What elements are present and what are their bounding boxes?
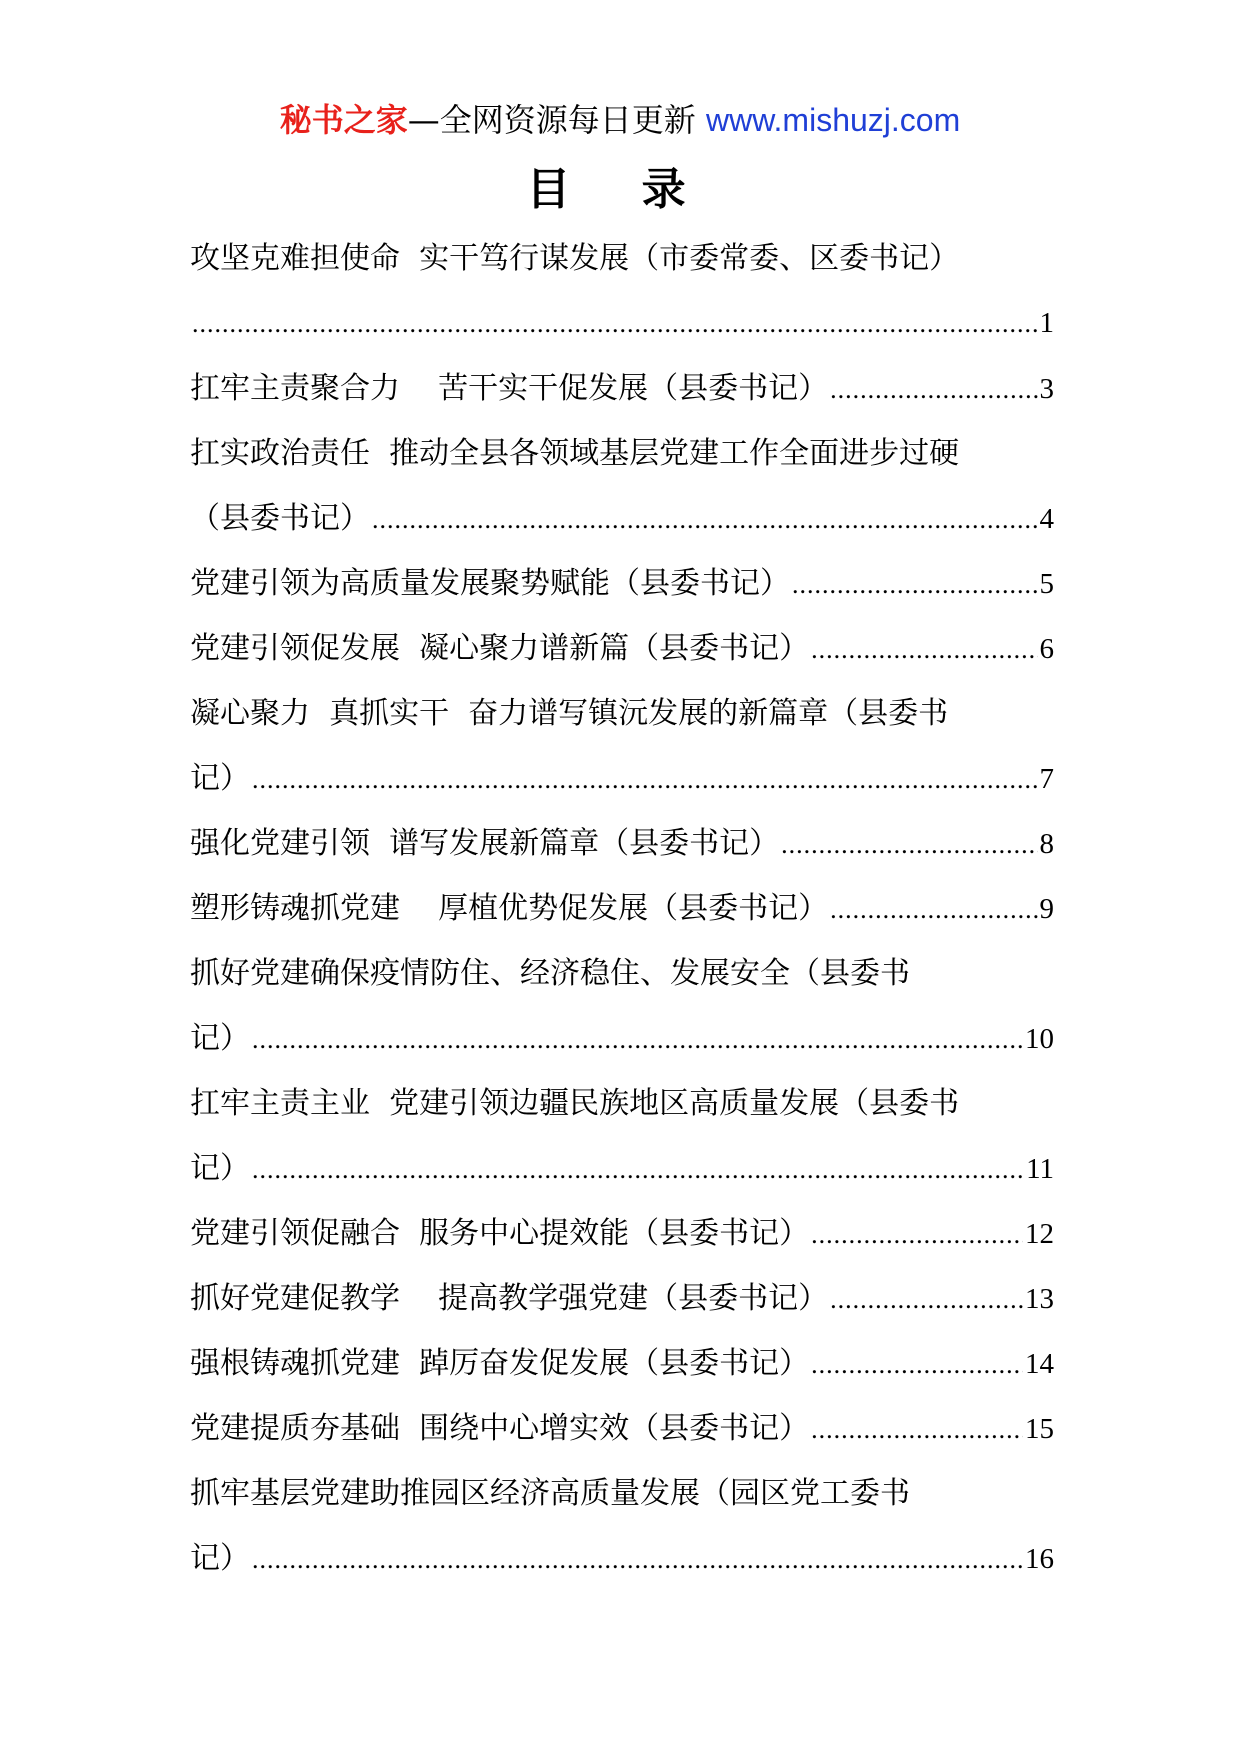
toc-entry-title: 强化党建引领 谱写发展新篇章（县委书记） [190, 826, 780, 861]
toc-line [190, 1136, 1054, 1201]
toc-line [190, 291, 1054, 356]
toc-page-number: 13 [1025, 1283, 1054, 1315]
toc-page-number: 15 [1025, 1413, 1054, 1445]
toc-entry[interactable] [190, 226, 1054, 356]
dot-leader [830, 1267, 1023, 1332]
toc-entry-title: 扛实政治责任 推动全县各领域基层党建工作全面进步过硬 [190, 436, 960, 471]
dot-leader [252, 747, 1038, 812]
slogan: —全网资源每日更新 [407, 101, 696, 139]
toc-line [190, 1526, 1054, 1591]
toc-line [190, 1201, 1054, 1266]
toc-entry[interactable] [190, 551, 1054, 616]
toc-page-number: 11 [1026, 1153, 1054, 1185]
toc-entry-title: 记） [190, 1151, 250, 1186]
toc-entry-title: 抓牢基层党建助推园区经济高质量发展（园区党工委书 [190, 1476, 910, 1511]
dot-leader [252, 1007, 1023, 1072]
toc-entry[interactable] [190, 1331, 1054, 1396]
toc-page-number: 12 [1025, 1218, 1054, 1250]
toc-entry[interactable] [190, 681, 1054, 811]
toc-entry[interactable] [190, 941, 1054, 1071]
toc-entry-title: 强根铸魂抓党建 踔厉奋发促发展（县委书记） [190, 1346, 810, 1381]
dot-leader [372, 487, 1038, 552]
toc-line [190, 1461, 1054, 1526]
site-header [0, 100, 1240, 140]
toc-page-number: 8 [1039, 828, 1054, 860]
dot-leader [811, 617, 1037, 682]
toc-line [190, 811, 1054, 876]
toc-entry-title: 党建提质夯基础 围绕中心增实效（县委书记） [190, 1411, 810, 1446]
toc-line [190, 551, 1054, 616]
toc-page-number: 7 [1039, 763, 1054, 795]
toc-entry-title: 记） [190, 761, 250, 796]
dot-leader [811, 1202, 1023, 1267]
toc-entry-title: 塑形铸魂抓党建 厚植优势促发展（县委书记） [190, 891, 829, 926]
toc-entry[interactable] [190, 1201, 1054, 1266]
toc-line [190, 421, 1054, 486]
toc-entry-title: 扛牢主责主业 党建引领边疆民族地区高质量发展（县委书 [190, 1086, 960, 1121]
toc-entry[interactable] [190, 421, 1054, 551]
toc-page-number: 10 [1025, 1023, 1054, 1055]
toc-page-number: 9 [1039, 893, 1054, 925]
toc-page-number: 6 [1039, 633, 1054, 665]
toc-entry-title: 凝心聚力 真抓实干 奋力谱写镇沅发展的新篇章（县委书 [190, 696, 949, 731]
dot-leader [830, 877, 1037, 942]
dot-leader [192, 291, 1038, 356]
toc-line [190, 681, 1054, 746]
toc-line [190, 226, 1054, 291]
toc-line [190, 1331, 1054, 1396]
toc-page-number: 1 [1039, 307, 1054, 339]
toc-entry-title: 党建引领促融合 服务中心提效能（县委书记） [190, 1216, 810, 1251]
toc-entry-title: 党建引领为高质量发展聚势赋能（县委书记） [190, 566, 790, 601]
dot-leader [781, 812, 1037, 877]
toc-page-number: 3 [1039, 373, 1054, 405]
dot-leader [811, 1332, 1023, 1397]
toc-entry-title: 抓好党建确保疫情防住、经济稳住、发展安全（县委书 [190, 956, 910, 991]
toc-entry-title: 记） [190, 1021, 250, 1056]
site-url[interactable]: www.mishuzj.com [705, 102, 961, 138]
toc-entry[interactable] [190, 1071, 1054, 1201]
toc-entry[interactable] [190, 1396, 1054, 1461]
toc-line [190, 746, 1054, 811]
toc-line [190, 1396, 1054, 1461]
brand-name: 秘书之家 [279, 101, 408, 139]
page-title: 目 录 [526, 164, 714, 215]
toc-line [190, 616, 1054, 681]
toc-line [190, 1071, 1054, 1136]
toc-entry-title: 扛牢主责聚合力 苦干实干促发展（县委书记） [190, 371, 829, 406]
dot-leader [252, 1527, 1023, 1592]
dot-leader [811, 1397, 1023, 1462]
toc-entry-title: 攻坚克难担使命 实干笃行谋发展（市委常委、区委书记） [190, 241, 960, 276]
toc-entry[interactable] [190, 811, 1054, 876]
toc-page-number: 5 [1039, 568, 1054, 600]
toc-entry-title: （县委书记） [190, 501, 370, 536]
toc-page-number: 16 [1025, 1543, 1054, 1575]
toc-line [190, 356, 1054, 421]
toc-entry[interactable] [190, 876, 1054, 941]
toc-line [190, 1006, 1054, 1071]
toc-page-number: 4 [1039, 503, 1054, 535]
toc-entry-title: 党建引领促发展 凝心聚力谱新篇（县委书记） [190, 631, 810, 666]
dot-leader [830, 357, 1037, 422]
toc-line [190, 1266, 1054, 1331]
dot-leader [252, 1137, 1024, 1202]
toc-entry-title: 记） [190, 1541, 250, 1576]
toc-entry-title: 抓好党建促教学 提高教学强党建（县委书记） [190, 1281, 829, 1316]
toc-entry[interactable] [190, 616, 1054, 681]
table-of-contents [190, 226, 1054, 1591]
toc-entry[interactable] [190, 1266, 1054, 1331]
dot-leader [792, 552, 1038, 617]
toc-line [190, 486, 1054, 551]
toc-entry[interactable] [190, 1461, 1054, 1591]
toc-line [190, 941, 1054, 1006]
toc-entry[interactable] [190, 356, 1054, 421]
toc-page-number: 14 [1025, 1348, 1054, 1380]
toc-line [190, 876, 1054, 941]
